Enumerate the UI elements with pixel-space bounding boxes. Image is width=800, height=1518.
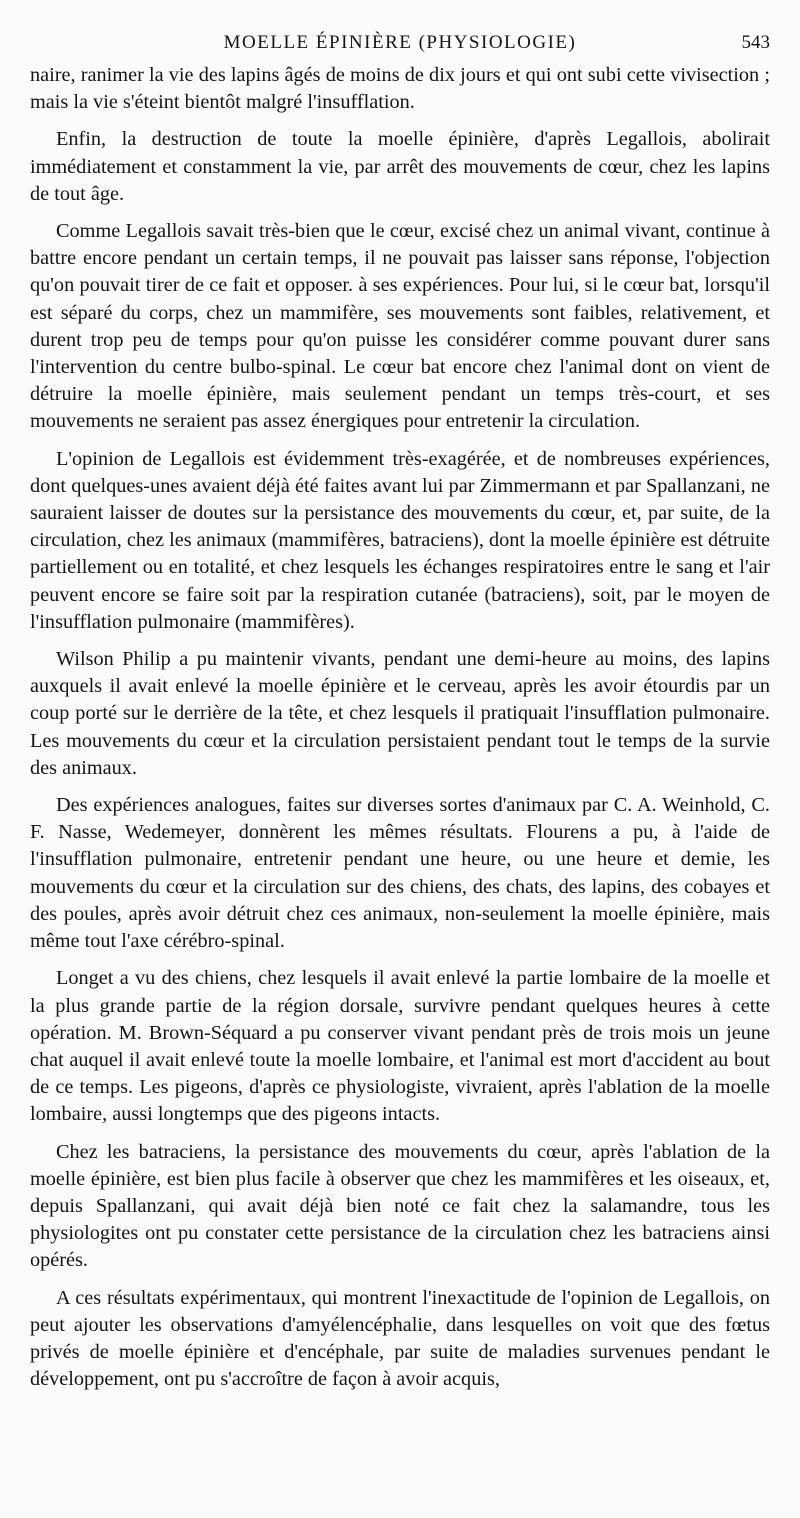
paragraph-continued: naire, ranimer la vie des lapins âgés de moins de dix jours et qui ont subi cette vivisection ; mais la vie s'éteint bientôt malgré l'insufflation. [30, 64, 770, 114]
paragraph: Comme Legallois savait très-bien que le cœur, excisé chez un animal vivant, continue à battre encore pendant un certain temps, il ne pouvait pas laisser sans réponse, l'objection qu'on pouvait tirer de ce fait et opposer. à ses expériences. Pour lui, si le cœur bat, lorsqu'il est séparé du corps, chez un mammifère, ses mouvements sont faibles, relativement, et durent trop peu de temps pour qu'on puisse les considérer comme pouvant durer sans l'intervention du centre bulbo-spinal. Le cœur bat encore chez l'animal dont on vient de détruire la moelle épinière, mais seulement pendant un temps très-court, et ses mouvements ne seraient pas assez énergiques pour entretenir la circulation. [30, 220, 770, 433]
running-header [30, 30, 770, 56]
page-number: 543 [741, 32, 770, 53]
running-title: MOELLE ÉPINIÈRE (PHYSIOLOGIE) [223, 32, 577, 53]
paragraph: Enfin, la destruction de toute la moelle épinière, d'après Legallois, abolirait immédiatement et constamment la vie, par arrêt des mouvements de cœur, chez les lapins de tout âge. [30, 128, 770, 205]
body-text [30, 62, 770, 1393]
paragraph: Longet a vu des chiens, chez lesquels il avait enlevé la partie lombaire de la moelle et la plus grande partie de la région dorsale, survivre pendant quelques heures à cette opération. M. Brown-Séquard a pu conserver vivant pendant près de trois mois un jeune chat auquel il avait enlevé toute la moelle lombaire, et l'animal est mort d'accident au bout de ce temps. Les pigeons, d'après ce physiologiste, vivraient, après l'ablation de la moelle lombaire, aussi longtemps que des pigeons intacts. [30, 967, 770, 1126]
paragraph: Des expériences analogues, faites sur diverses sortes d'animaux par C. A. Weinhold, C. F. Nasse, Wedemeyer, donnèrent les mêmes résultats. Flourens a pu, à l'aide de l'insufflation pulmonaire, entretenir pendant une heure, ou une heure et demie, les mouvements du cœur et la circulation sur des chiens, des chats, des lapins, des cobayes et des poules, après avoir détruit chez ces animaux, non-seulement la moelle épinière, mais même tout l'axe cérébro-spinal. [30, 794, 770, 953]
paragraph: L'opinion de Legallois est évidemment très-exagérée, et de nombreuses expériences, dont quelques-unes avaient déjà été faites avant lui par Zimmermann et par Spallanzani, ne sauraient laisser de doutes sur la persistance des mouvements du cœur, et, par suite, de la circulation, chez les animaux (mammifères, batraciens), dont la moelle épinière est détruite partiellement ou en totalité, et chez lesquels les échanges respiratoires entre le sang et l'air peuvent encore se faire soit par la respiration cutanée (batraciens), soit, par le moyen de l'insufflation pulmonaire (mammifères). [30, 447, 770, 633]
paragraph: A ces résultats expérimentaux, qui montrent l'inexactitude de l'opinion de Legallois, on peut ajouter les observations d'amyélencéphalie, dans lesquelles on voit que des fœtus privés de moelle épinière et d'encéphale, par suite de maladies survenues pendant le développement, ont pu s'accroître de façon à avoir acquis, [30, 1286, 770, 1391]
paragraph: Chez les batraciens, la persistance des mouvements du cœur, après l'ablation de la moelle épinière, est bien plus facile à observer que chez les mammifères et les oiseaux, et, depuis Spallanzani, qui avait déjà bien noté ce fait chez la salamandre, tous les physiologites ont pu constater cette persistance de la circulation chez les batraciens ainsi opérés. [30, 1140, 770, 1272]
paragraph: Wilson Philip a pu maintenir vivants, pendant une demi-heure au moins, des lapins auxquels il avait enlevé la moelle épinière et le cerveau, après les avoir étourdis par un coup porté sur le derrière de la tête, et chez lesquels il pratiquait l'insufflation pulmonaire. Les mouvements du cœur et la circulation persistaient pendant tout le temps de la survie des animaux. [30, 648, 770, 779]
